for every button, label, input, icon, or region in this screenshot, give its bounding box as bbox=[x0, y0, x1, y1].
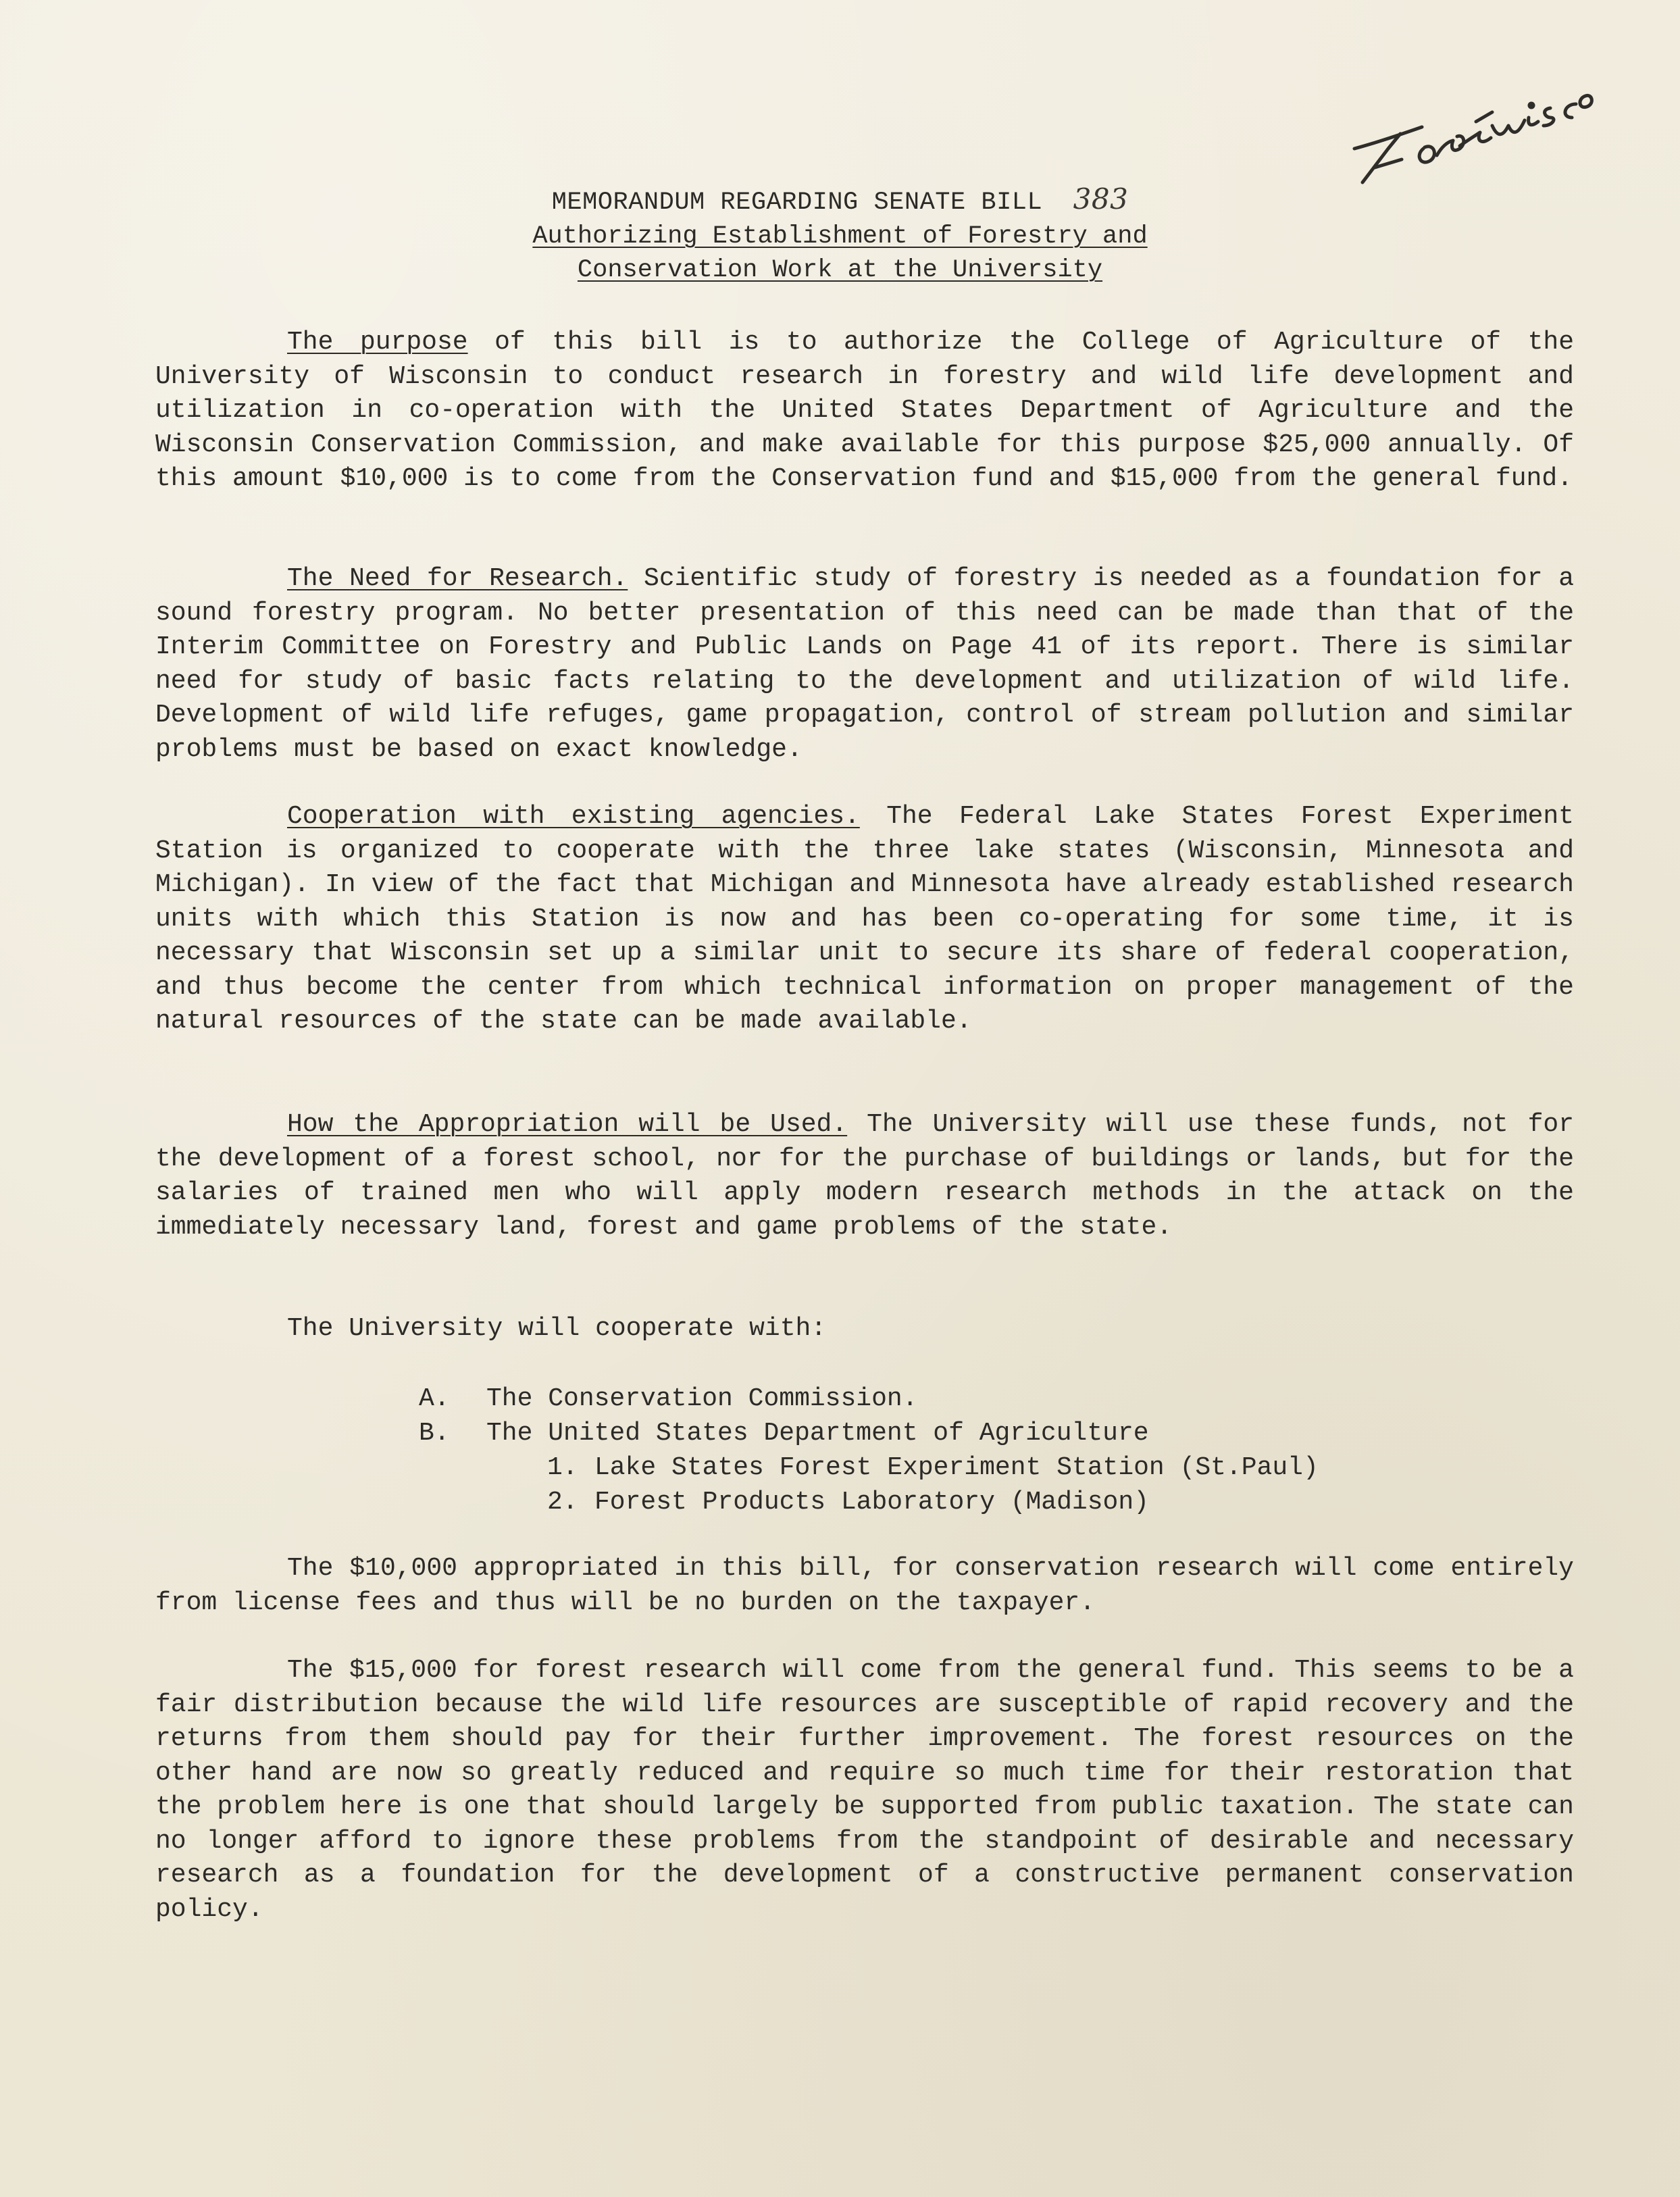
need-paragraph bbox=[155, 562, 1574, 767]
appropriation-paragraph bbox=[155, 1108, 1574, 1244]
bill-number: 383 bbox=[1073, 182, 1129, 216]
title-text: MEMORANDUM REGARDING SENATE BILL bbox=[551, 188, 1043, 217]
purpose-paragraph bbox=[155, 326, 1574, 497]
cooperation-paragraph bbox=[155, 800, 1574, 1039]
title-line-2: Authorizing Establishment of Forestry and bbox=[532, 222, 1148, 251]
title-line-1 bbox=[0, 182, 1680, 220]
need-text: Scientific study of forestry is needed as a foundation for a sound forestry program. No better presentation of this need can be made than that of the Interim Committee on Forestry and Public Lands on Page 41 of its report. There is similar need for study of basic facts relating to the development and utilization of wild life. Development of wild life refuges, game propagation, control of stream pollution and similar problems must be based on exact knowledge. bbox=[155, 564, 1575, 764]
sub-list-marker: 2. bbox=[547, 1488, 578, 1517]
sub-list-item bbox=[547, 1450, 1319, 1485]
sub-list-item-text: Lake States Forest Experiment Station (St.Paul) bbox=[594, 1453, 1319, 1482]
cooperation-heading: Cooperation with existing agencies. bbox=[287, 802, 860, 831]
license-fees-paragraph: The $10,000 appropriated in this bill, for conservation research will come entirely from license fees and thus will be no burden on the taxpayer. bbox=[155, 1554, 1574, 1617]
memo-title bbox=[0, 182, 1680, 287]
list-item bbox=[419, 1416, 1319, 1450]
sub-list-item-text: Forest Products Laboratory (Madison) bbox=[594, 1488, 1149, 1517]
cooperate-list bbox=[419, 1382, 1319, 1519]
list-marker: A. bbox=[419, 1384, 450, 1413]
appropriation-text: The University will use these funds, not for the development of a forest school, nor for the purchase of buildings or lands, but for the salaries of trained men who will apply modern research methods in the attack on the immediately necessary land, forest and game problems of the state. bbox=[155, 1110, 1574, 1242]
cooperation-text: The Federal Lake States Forest Experiment Station is organized to cooperate with the three lake states (Wisconsin, Minnesota and Michigan). In view of the fact that Michigan and Minnesota have already established research units with which this Station is now and has been co-operating for some time, it is necessary that Wisconsin set up a similar unit to secure its share of federal cooperation, and thus become the center from which technical information on proper management of the natural resources of the state can be made available. bbox=[155, 802, 1574, 1036]
list-item-text: The Conservation Commission. bbox=[486, 1384, 918, 1413]
purpose-heading: The purpose bbox=[287, 328, 468, 357]
title-line-3: Conservation Work at the University bbox=[577, 256, 1103, 284]
sub-list-item bbox=[547, 1485, 1319, 1519]
cooperate-intro: The University will cooperate with: bbox=[287, 1314, 827, 1343]
list-item-text: The United States Department of Agriculture bbox=[486, 1419, 1149, 1448]
sub-list-marker: 1. bbox=[547, 1453, 578, 1482]
list-marker: B. bbox=[419, 1419, 450, 1448]
purpose-text: of this bill is to authorize the College of Agriculture of the University of Wisconsin to conduct research in forestry and wild life development and utilization in co-operation with the United States Department of Agriculture and the Wisconsin Conservation Commission, and make available for this purpose $25,000 annually. Of this amount $10,000 is to come from the Conservation fund and $15,000 from the general fund. bbox=[155, 328, 1574, 493]
list-item bbox=[419, 1382, 1319, 1416]
appropriation-heading: How the Appropriation will be Used. bbox=[287, 1110, 848, 1139]
need-heading: The Need for Research. bbox=[287, 564, 628, 593]
general-fund-paragraph: The $15,000 for forest research will come from the general fund. This seems to be a fair distribution because the wild life resources are susceptible of rapid recovery and the returns from them should pay for their further improvement. The forest resources on the other hand are now so greatly reduced and require so much time for their restoration that the problem here is one that should largely be supported from public taxation. The state can no longer afford to ignore these problems from the standpoint of desirable and necessary research as a foundation for the development of a constructive permanent conservation policy. bbox=[155, 1656, 1574, 1924]
